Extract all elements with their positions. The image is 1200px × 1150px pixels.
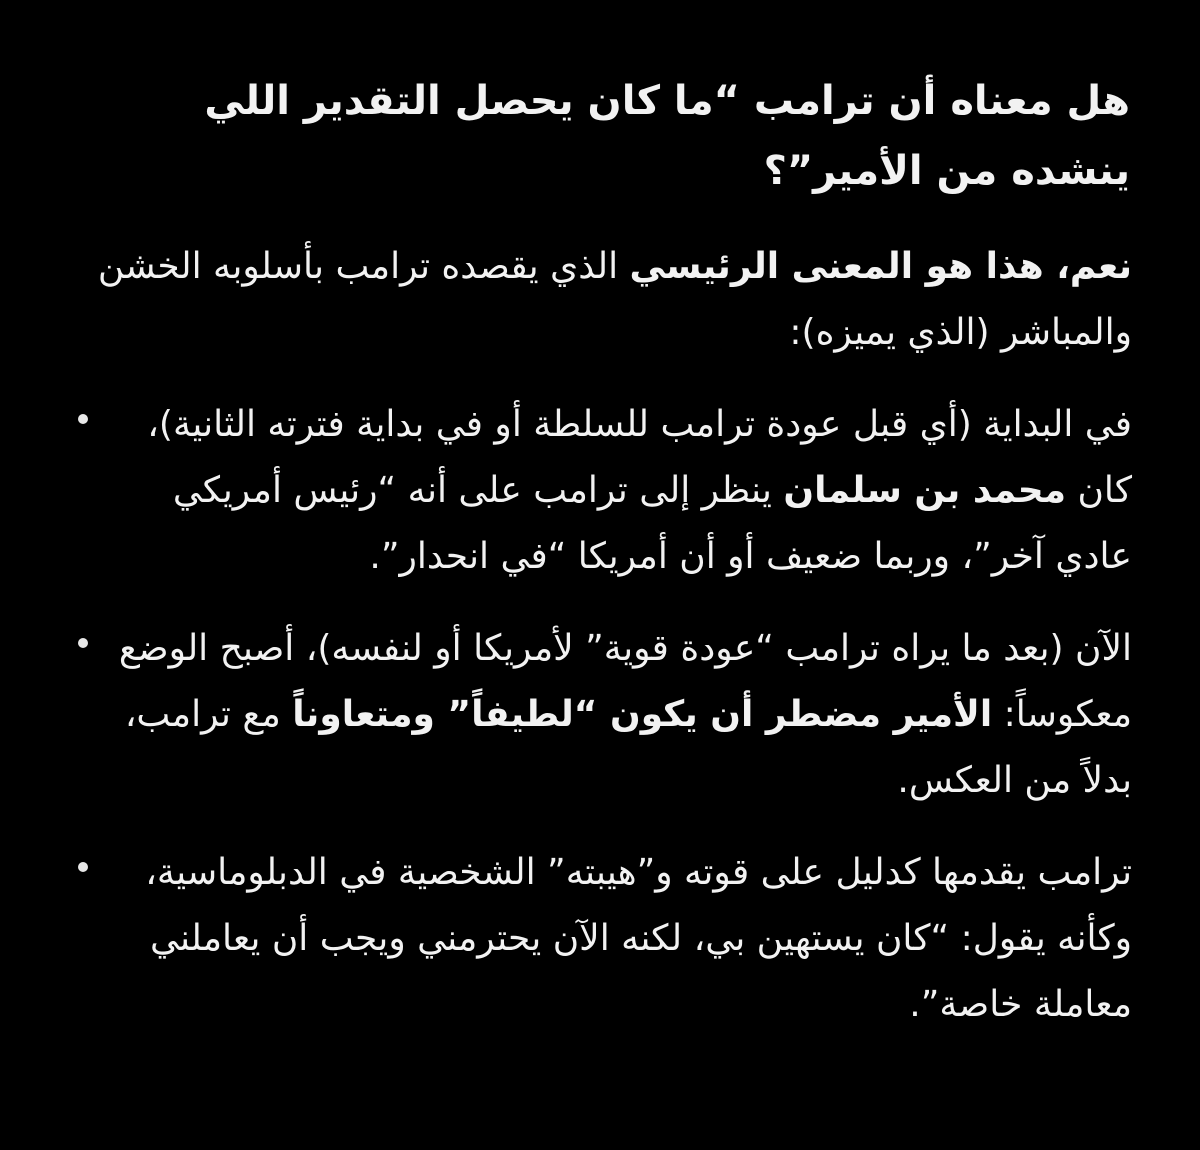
bullet-text-bold: الأمير مضطر أن يكون “لطيفاً” ومتعاوناً: [292, 694, 993, 735]
answer-intro-bold: نعم، هذا هو المعنى الرئيسي: [629, 246, 1132, 287]
question-heading: هل معناه أن ترامب “ما كان يحصل التقدير اللي ينشده من الأمير”؟: [204, 78, 1130, 194]
bullet-text-segment: ترامب يقدمها كدليل على قوته و”هيبته” الشخصية في الدبلوماسية، وكأنه يقول: “كان يستهين بي، لكنه الآن يحترمني ويجب أن يعاملني معاملة خاصة”.: [145, 852, 1132, 1025]
bullet-text-segment: مع ترامب، بدلاً من العكس.: [124, 694, 1132, 801]
answer-intro-rest: الذي يقصده ترامب بأسلوبه الخشن والمباشر (الذي يميزه):: [97, 246, 1132, 353]
bullet-text-segment: ينظر إلى ترامب على أنه “رئيس أمريكي عادي آخر”، وربما ضعيف أو أن أمريكا “في انحدار”.: [172, 470, 1132, 577]
list-item: [40, 840, 1160, 1038]
bullet-dot-icon: [78, 414, 88, 424]
bullet-text: [118, 840, 1132, 1038]
bullet-list: [40, 392, 1160, 1038]
list-item: [40, 392, 1160, 590]
list-item: [40, 616, 1160, 814]
bullet-text-segment: في البداية (أي قبل عودة ترامب للسلطة أو في بداية فترته الثانية)، كان: [147, 404, 1132, 511]
bullet-text-segment: الآن (بعد ما يراه ترامب “عودة قوية” لأمريكا أو لنفسه)، أصبح الوضع معكوساً:: [118, 628, 1132, 735]
answer-intro: [40, 234, 1160, 366]
bullet-dot-icon: [78, 638, 88, 648]
bullet-text: [118, 616, 1132, 814]
bullet-dot-icon: [78, 862, 88, 872]
bullet-text: [118, 392, 1132, 590]
bullet-text-bold: محمد بن سلمان: [783, 470, 1066, 511]
